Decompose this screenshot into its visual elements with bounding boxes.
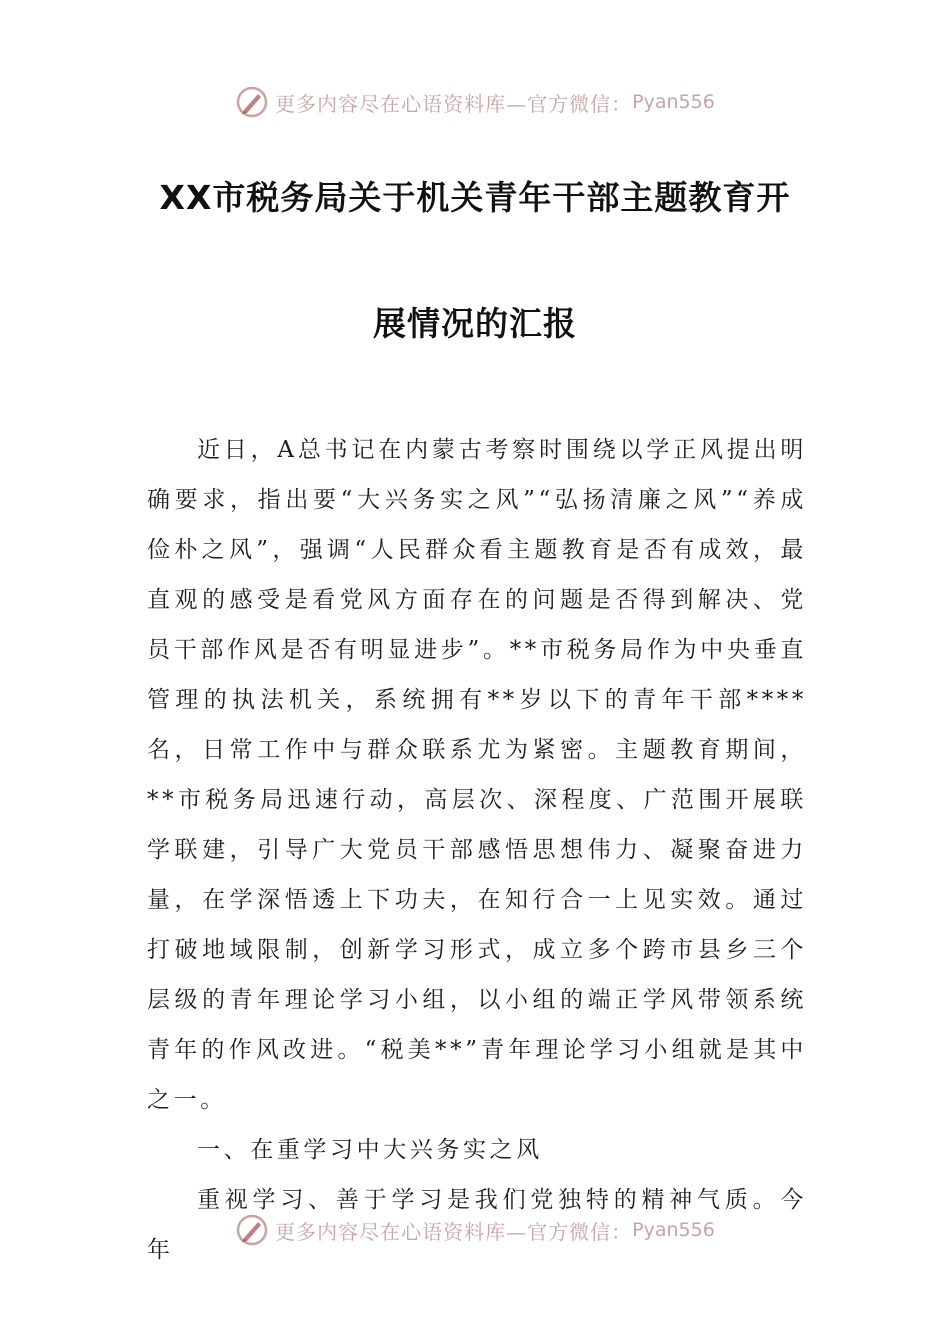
pen-circle-icon — [235, 85, 269, 119]
body-paragraph-section1: 重视学习、善于学习是我们党独特的精神气质。今年 — [147, 1187, 807, 1263]
watermark-wechat-id: Pyan556 — [632, 1219, 715, 1241]
document-body — [147, 425, 807, 1275]
pen-circle-icon — [235, 1213, 269, 1247]
document-title-line2: 展情况的汇报 — [373, 304, 577, 343]
watermark-text: 更多内容尽在心语资料库—官方微信： — [275, 1219, 633, 1244]
watermark-text: 更多内容尽在心语资料库—官方微信： — [275, 91, 633, 116]
document-title-line1: XX市税务局关于机关青年干部主题教育开 — [159, 178, 791, 217]
watermark-header — [0, 82, 950, 122]
body-paragraph-intro: 近日，A总书记在内蒙古考察时围绕以学正风提出明确要求，指出要“大兴务实之风”“弘扬清廉之风”“养成俭朴之风”，强调“人民群众看主题教育是否有成效，最直观的感受是看党风方面存在的问题是否得到解决、党员干部作风是否有明显进步”。**市税务局作为中央垂直管理的执法机关，系统拥有**岁以下的青年干部****名，日常工作中与群众联系尤为紧密。主题教育期间，**市税务局迅速行动，高层次、深程度、广范围开展联学联建，引导广大党员干部感悟思想伟力、凝聚奋进力量，在学深悟透上下功夫，在知行合一上见实效。通过打破地域限制，创新学习形式，成立多个跨市县乡三个层级的青年理论学习小组，以小组的端正学风带领系统青年的作风改进。“税美**”青年理论学习小组就是其中之一。 — [147, 437, 807, 1113]
section-heading-1: 一、在重学习中大兴务实之风 — [197, 1137, 543, 1163]
watermark-wechat-id: Pyan556 — [632, 91, 715, 113]
watermark-footer — [0, 1210, 950, 1250]
